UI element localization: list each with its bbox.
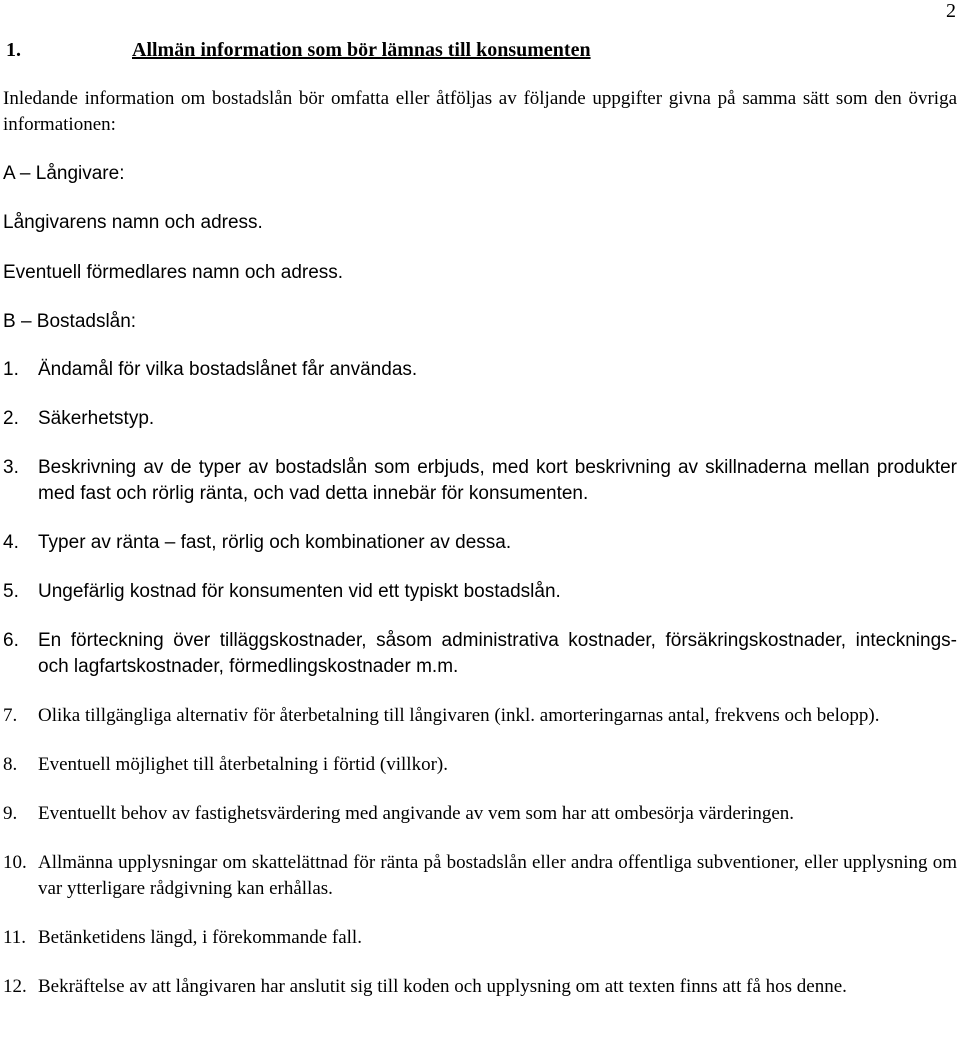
list-item bbox=[3, 579, 957, 605]
list-item-number: 2. bbox=[3, 408, 19, 429]
section-heading-title: Allmän information som bör lämnas till konsumenten bbox=[132, 39, 591, 61]
list-item-number: 6. bbox=[3, 630, 19, 651]
list-item-number: 8. bbox=[3, 754, 18, 775]
list-item bbox=[3, 406, 957, 432]
list-item-text: Typer av ränta – fast, rörlig och kombinationer av dessa. bbox=[38, 532, 512, 553]
list-item bbox=[3, 357, 957, 383]
list-item-number: 1. bbox=[3, 359, 19, 380]
list-item-text: Eventuell möjlighet till återbetalning i förtid (villkor). bbox=[38, 754, 448, 775]
list-item-text: Beskrivning av de typer av bostadslån som erbjuds, med kort beskrivning av skillnaderna mellan produkter med fast och rörlig ränta, och vad detta innebär för konsumenten. bbox=[38, 457, 957, 504]
page-number: 2 bbox=[946, 0, 956, 22]
lender-name-line: Långivarens namn och adress. bbox=[3, 212, 263, 233]
list-item-text: Bekräftelse av att långivaren har anslutit sig till koden och upplysning om att texten finns att få hos denne. bbox=[38, 976, 847, 997]
list-item-number: 12. bbox=[3, 976, 27, 997]
list-item bbox=[3, 752, 957, 778]
list-item bbox=[3, 530, 957, 556]
list-item-number: 7. bbox=[3, 705, 18, 726]
section-a-label: A – Långivare: bbox=[3, 163, 125, 184]
list-item-number: 10. bbox=[3, 852, 27, 873]
list-item-number: 4. bbox=[3, 532, 19, 553]
list-item-number: 3. bbox=[3, 457, 19, 478]
mortgage-info-list bbox=[3, 357, 957, 1023]
list-item-number: 5. bbox=[3, 581, 19, 602]
list-item bbox=[3, 703, 957, 729]
list-item-text: Allmänna upplysningar om skattelättnad för ränta på bostadslån eller andra offentliga subventioner, eller upplysning om var ytterligare rådgivning kan erhållas. bbox=[38, 852, 957, 899]
broker-name-line: Eventuell förmedlares namn och adress. bbox=[3, 262, 344, 283]
list-item-text: Olika tillgängliga alternativ för återbetalning till långivaren (inkl. amorteringarnas antal, frekvens och belopp). bbox=[38, 705, 880, 726]
list-item-number: 11. bbox=[3, 927, 27, 948]
list-item bbox=[3, 850, 957, 902]
section-heading bbox=[6, 38, 591, 62]
list-item-text: Säkerhetstyp. bbox=[38, 408, 155, 429]
list-item-text: Eventuellt behov av fastighetsvärdering med angivande av vem som har att ombesörja värderingen. bbox=[38, 803, 795, 824]
section-b-label: B – Bostadslån: bbox=[3, 311, 137, 332]
list-item bbox=[3, 974, 957, 1000]
list-item-text: Ändamål för vilka bostadslånet får användas. bbox=[38, 359, 418, 380]
list-item bbox=[3, 801, 957, 827]
list-item-text: En förteckning över tilläggskostnader, såsom administrativa kostnader, försäkringskostnader, intecknings- och lagfartskostnader, förmedlingskostnader m.m. bbox=[38, 630, 957, 677]
list-item-number: 9. bbox=[3, 803, 18, 824]
list-item bbox=[3, 925, 957, 951]
list-item bbox=[3, 455, 957, 507]
intro-paragraph: Inledande information om bostadslån bör omfatta eller åtföljas av följande uppgifter givna på samma sätt som den övriga informationen: bbox=[3, 88, 957, 135]
list-item bbox=[3, 628, 957, 680]
section-heading-number: 1. bbox=[6, 39, 21, 61]
list-item-text: Ungefärlig kostnad för konsumenten vid ett typiskt bostadslån. bbox=[38, 581, 561, 602]
list-item-text: Betänketidens längd, i förekommande fall. bbox=[38, 927, 362, 948]
